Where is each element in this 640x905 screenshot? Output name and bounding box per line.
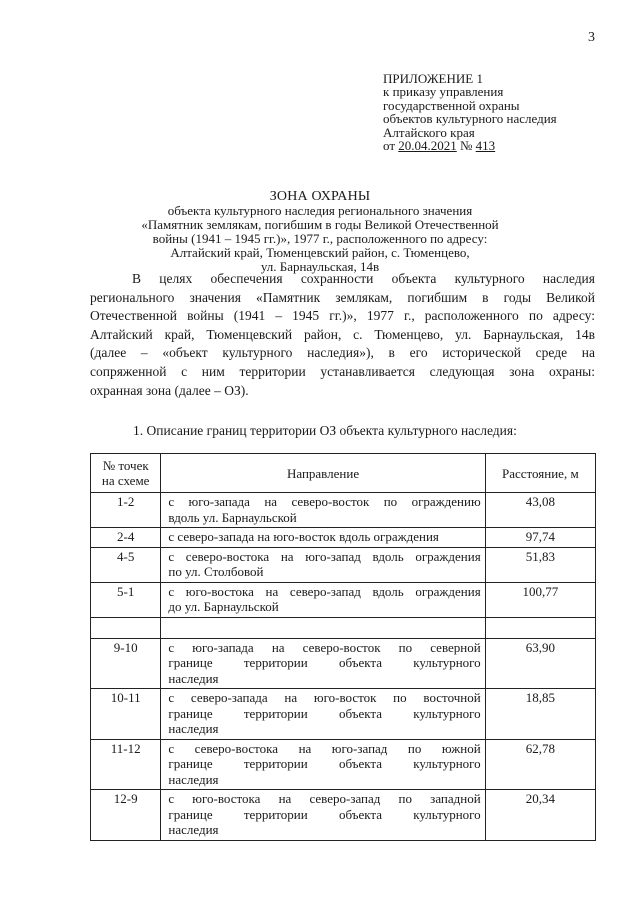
row-direction [161, 582, 485, 617]
direction-line: наследия [168, 822, 219, 837]
row-points: 9-10 [91, 638, 161, 689]
table-gap-row [91, 617, 596, 638]
direction-line: вдоль ул. Барнаульской [168, 509, 297, 525]
zone-line: «Памятник землякам, погибшим в годы Великой Отечественной [141, 217, 499, 232]
row-direction [161, 528, 485, 548]
row-direction [161, 638, 485, 689]
appendix-line: объектов культурного наследия [383, 111, 557, 127]
row-distance: 18,85 [485, 689, 595, 740]
zone-line: ул. Барнаульская, 14в [260, 259, 380, 274]
row-points: 10-11 [91, 689, 161, 740]
intro-line: В целях обеспечения сохранности объекта культурного наследия [132, 271, 595, 286]
direction-line: наследия [168, 721, 219, 736]
appendix-line: государственной охраны [383, 97, 520, 113]
row-points: 1-2 [91, 493, 161, 528]
row-distance: 43,08 [485, 493, 595, 528]
intro-line: охранная зона (далее – ОЗ). [90, 382, 249, 398]
page-number: 3 [588, 30, 595, 45]
row-distance: 100,77 [485, 582, 595, 617]
row-distance: 51,83 [485, 547, 595, 582]
row-direction [161, 547, 485, 582]
row-direction [161, 739, 485, 790]
direction-line: с северо-востока на юго-запад по южной [168, 740, 481, 756]
row-direction [161, 790, 485, 841]
intro-line: (далее – «объект культурного наследия»), в его исторической среде на [90, 345, 595, 361]
direction-line: наследия [168, 771, 219, 787]
row-points: 5-1 [91, 582, 161, 617]
number-prefix: № [456, 138, 476, 154]
header-points-line: № точек [102, 458, 149, 473]
row-direction [161, 493, 485, 528]
direction-line: границе территории объекта культурного [168, 705, 481, 721]
appendix-title: ПРИЛОЖЕНИЕ 1 [383, 71, 483, 86]
table-row [91, 582, 596, 617]
intro-paragraph [90, 270, 595, 400]
zone-title-block [70, 190, 570, 274]
header-points-line: на схеме [101, 473, 150, 488]
date-prefix: от [383, 138, 399, 154]
direction-line: границе территории объекта культурного [168, 655, 481, 670]
zone-line: Алтайский край, Тюменцевский район, с. Тюменцево, [170, 245, 470, 260]
order-number: 413 [475, 138, 496, 154]
boundary-table [90, 453, 596, 841]
zone-line: войны (1941 – 1945 гг.)», 1977 г., расположенного по адресу: [152, 231, 488, 246]
direction-line: с юго-запада на северо-восток по ограждению [168, 494, 481, 509]
direction-line: наследия [168, 670, 219, 686]
row-distance: 63,90 [485, 638, 595, 689]
section-heading: 1. Описание границ территории ОЗ объекта культурного наследия: [133, 423, 517, 438]
header-distance: Расстояние, м [485, 454, 595, 493]
header-points [91, 454, 161, 493]
table-row [91, 638, 596, 689]
row-points: 2-4 [91, 528, 161, 548]
direction-line: до ул. Барнаульской [168, 599, 279, 614]
row-direction [161, 689, 485, 740]
table-row [91, 689, 596, 740]
direction-line: границе территории объекта культурного [168, 806, 481, 822]
row-points: 4-5 [91, 547, 161, 582]
gap-cell [485, 617, 595, 638]
table-header-row [91, 454, 596, 493]
intro-line: Отечественной войны (1941 – 1945 гг.)», 1977 г., расположенного по адресу: [90, 308, 595, 324]
table-row [91, 790, 596, 841]
appendix-line: к приказу управления [383, 84, 504, 100]
table-row [91, 493, 596, 528]
direction-line: с юго-востока на северо-запад по западной [168, 791, 481, 806]
table-row [91, 739, 596, 790]
gap-cell [91, 617, 161, 638]
direction-line: границе территории объекта культурного [168, 756, 481, 771]
row-points: 11-12 [91, 739, 161, 790]
row-distance: 97,74 [485, 528, 595, 548]
direction-line: с северо-запада на юго-восток вдоль ограждения [168, 529, 439, 544]
direction-line: с юго-запада на северо-восток по северной [168, 639, 481, 655]
zone-heading: ЗОНА ОХРАНЫ [269, 189, 371, 204]
intro-line: регионального значения «Памятник землякам, погибшим в годы Великой [90, 289, 595, 305]
table-row [91, 528, 596, 548]
row-distance: 62,78 [485, 739, 595, 790]
appendix-block [383, 72, 557, 152]
direction-line: по ул. Столбовой [168, 564, 264, 579]
gap-cell [161, 617, 485, 638]
row-points: 12-9 [91, 790, 161, 841]
row-distance: 20,34 [485, 790, 595, 841]
direction-line: с юго-востока на северо-запад вдоль ограждения [168, 583, 481, 599]
table-row [91, 547, 596, 582]
direction-line: с северо-запада на юго-восток по восточной [168, 690, 481, 705]
intro-line: сопряженной с ним территории устанавливается следующая зона охраны: [90, 363, 595, 379]
zone-line: объекта культурного наследия регионального значения [167, 203, 473, 218]
order-date: 20.04.2021 [398, 138, 457, 154]
appendix-date-line [383, 139, 557, 152]
intro-line: Алтайский край, Тюменцевский район, с. Тюменцево, ул. Барнаульская, 14в [90, 326, 595, 342]
direction-line: с северо-востока на юго-запад вдоль ограждения [168, 548, 481, 564]
header-direction: Направление [161, 454, 485, 493]
appendix-line: Алтайского края [383, 124, 475, 140]
